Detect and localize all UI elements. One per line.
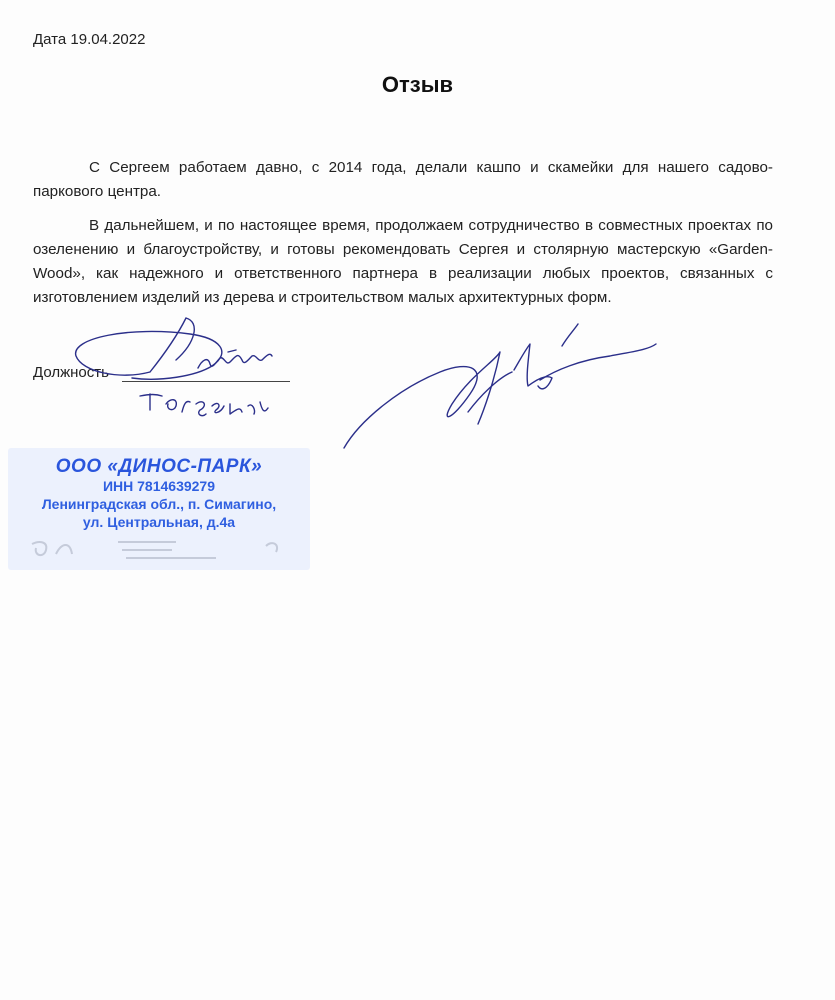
signature-stroke-3 (540, 324, 656, 380)
signature-stroke-1 (344, 352, 500, 448)
position-underline (122, 381, 290, 382)
company-stamp (8, 448, 310, 570)
stamp-address-line-1: Ленинградская обл., п. Симагино, (41, 496, 277, 512)
stamp-company-name: ООО «ДИНОС-ПАРК» (55, 456, 263, 477)
signature-stroke-2 (468, 344, 552, 412)
handwritten-position-word-1b (198, 350, 272, 368)
document-title: Отзыв (381, 72, 454, 97)
stamp-faded-marks (26, 536, 296, 562)
document-date: Дата 19.04.2022 (33, 31, 146, 48)
stamp-inn: ИНН 7814639279 (102, 478, 216, 494)
paragraph-2: В дальнейшем, и по настоящее время, продолжаем сотрудничество в совместных проектах по озеленению и благоустройству, и готовы рекомендовать Сергея и столярную мастерскую «Garden-Wood», как надежного и ответственного партнера в реализации любых проектов, связанных с изготовлением изделий из дерева и строительством малых архитектурных форм. (33, 217, 773, 306)
handwritten-position-word-2 (140, 394, 268, 416)
stamp-address-line-2: ул. Центральная, д.4а (82, 514, 236, 530)
document-body (33, 156, 773, 320)
position-label: Должность (33, 364, 109, 381)
paragraph-1: С Сергеем работаем давно, с 2014 года, делали кашпо и скамейки для нашего садово-паркового центра. (33, 159, 773, 200)
